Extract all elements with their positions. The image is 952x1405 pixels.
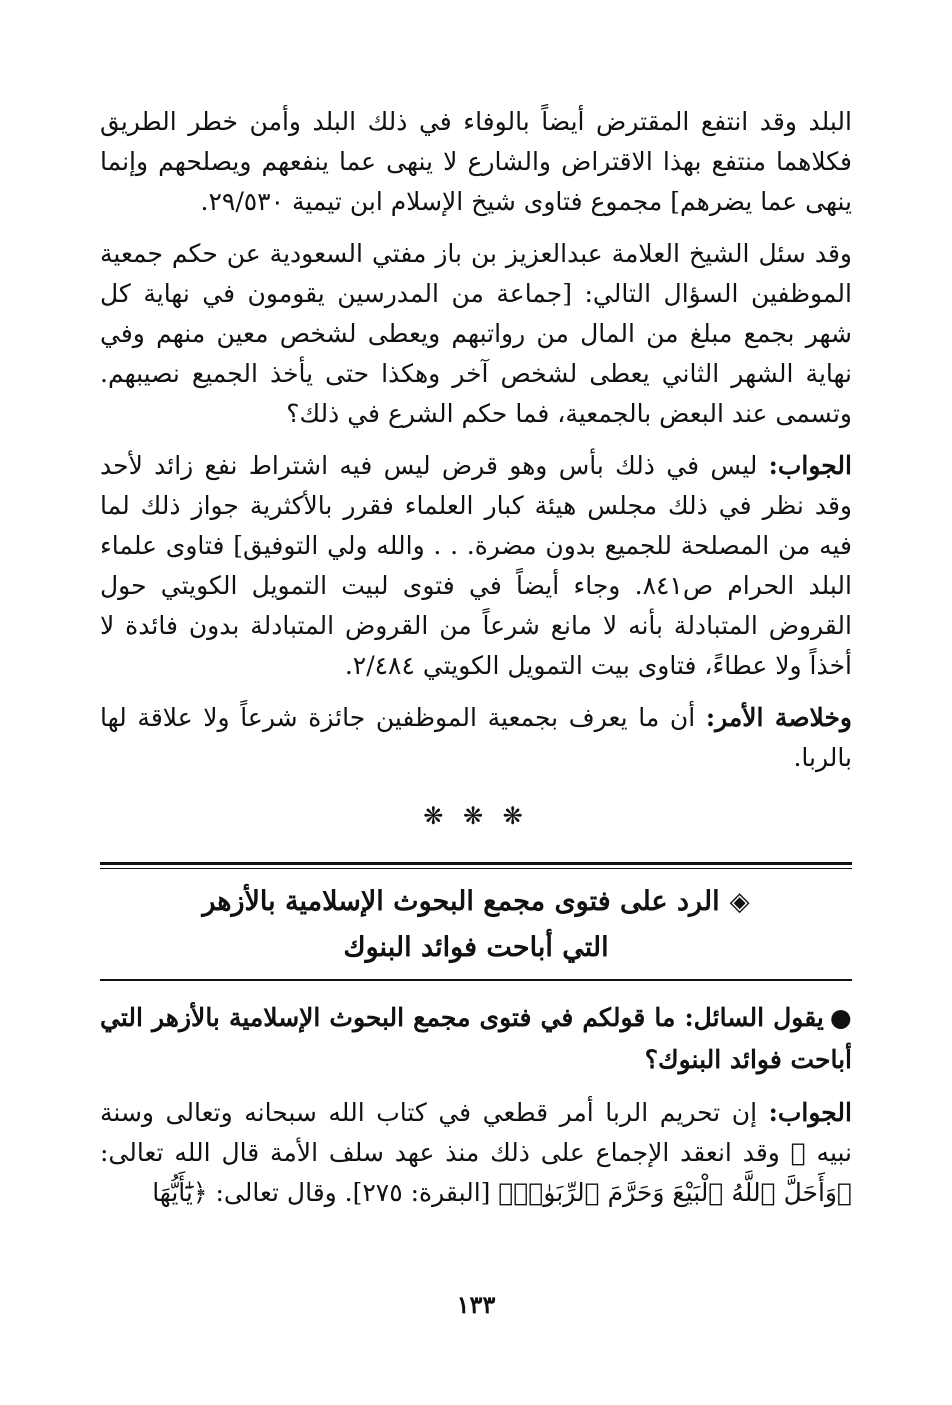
- section-heading: [100, 869, 852, 979]
- summary-lead: وخلاصة الأمر:: [705, 703, 852, 732]
- heading-top-rule: [100, 862, 852, 869]
- bullet-icon: ●: [829, 1003, 852, 1032]
- heading-line-1-text: الرد على فتوى مجمع البحوث الإسلامية بالأزهر: [202, 886, 720, 917]
- heading-bottom-rule: [100, 979, 852, 981]
- page-number: ١٣٣: [456, 1290, 496, 1319]
- page-body: [100, 102, 852, 1225]
- paragraph-3: [100, 446, 852, 686]
- answer-2-lead: الجواب:: [768, 1098, 852, 1127]
- paragraph-2: وقد سئل الشيخ العلامة عبدالعزيز بن باز مفتي السعودية عن حكم جمعية الموظفين السؤال التالي: [جماعة من المدرسين يقومون في نهاية كل شهر بجمع مبلغ من المال من رواتبهم ويعطى لشخص معين منهم وفي نهاية الشهر الثاني يعطى لشخص آخر وهكذا حتى يأخذ الجميع نصيبهم. وتسمى عند البعض بالجمعية، فما حكم الشرع في ذلك؟: [100, 239, 852, 428]
- heading-line-2: التي أباحت فوائد البنوك: [343, 932, 609, 963]
- answer-2-text: إن تحريم الربا أمر قطعي في كتاب الله سبحانه وتعالى وسنة نبيه ﷺ وقد انعقد الإجماع على ذلك منذ عهد سلف الأمة قال الله تعالى: ﴿وَأَحَلَّ ٱللَّهُ ٱلْبَيْعَ وَحَرَّمَ ٱلرِّبَوٰا۟﴾ [البقرة: ٢٧٥]. وقال تعالى: ﴿يَٰٓأَيُّهَا: [100, 1098, 852, 1207]
- paragraph-4: [100, 698, 852, 778]
- heading-line-1: [100, 879, 852, 925]
- section-heading-block: [100, 862, 852, 981]
- question-text: يقول السائل: ما قولكم في فتوى مجمع البحوث الإسلامية بالأزهر التي أباحت فوائد البنوك؟: [100, 1003, 852, 1074]
- section-separator: ❋ ❋ ❋: [423, 802, 529, 830]
- answer-lead: الجواب:: [768, 451, 852, 480]
- answer-paragraph: [100, 1093, 852, 1213]
- question-paragraph: [100, 997, 852, 1081]
- summary-text: أن ما يعرف بجمعية الموظفين جائزة شرعاً ولا علاقة لها بالربا.: [100, 703, 852, 772]
- answer-text: ليس في ذلك بأس وهو قرض ليس فيه اشتراط نفع زائد لأحد وقد نظر في ذلك مجلس هيئة كبار العلماء فقرر بالأكثرية جواز ذلك لما فيه من المصلحة للجميع بدون مضرة. . . والله ولي التوفيق] فتاوى علماء البلد الحرام ص٨٤١. وجاء أيضاً في فتوى لبيت التمويل الكويتي حول القروض المتبادلة بأنه لا مانع شرعاً من القروض المتبادلة بدون فائدة لا أخذاً ولا عطاءً، فتاوى بيت التمويل الكويتي ٢/٤٨٤.: [100, 451, 852, 680]
- diamond-icon: ◈: [729, 887, 750, 917]
- paragraph-1: البلد وقد انتفع المقترض أيضاً بالوفاء في ذلك البلد وأمن خطر الطريق فكلاهما منتفع بهذا الاقتراض والشارع لا ينهى عما ينفعهم ويصلحهم وإنما ينهى عما يضرهم] مجموع فتاوى شيخ الإسلام ابن تيمية ٢٩/٥٣٠.: [100, 107, 852, 216]
